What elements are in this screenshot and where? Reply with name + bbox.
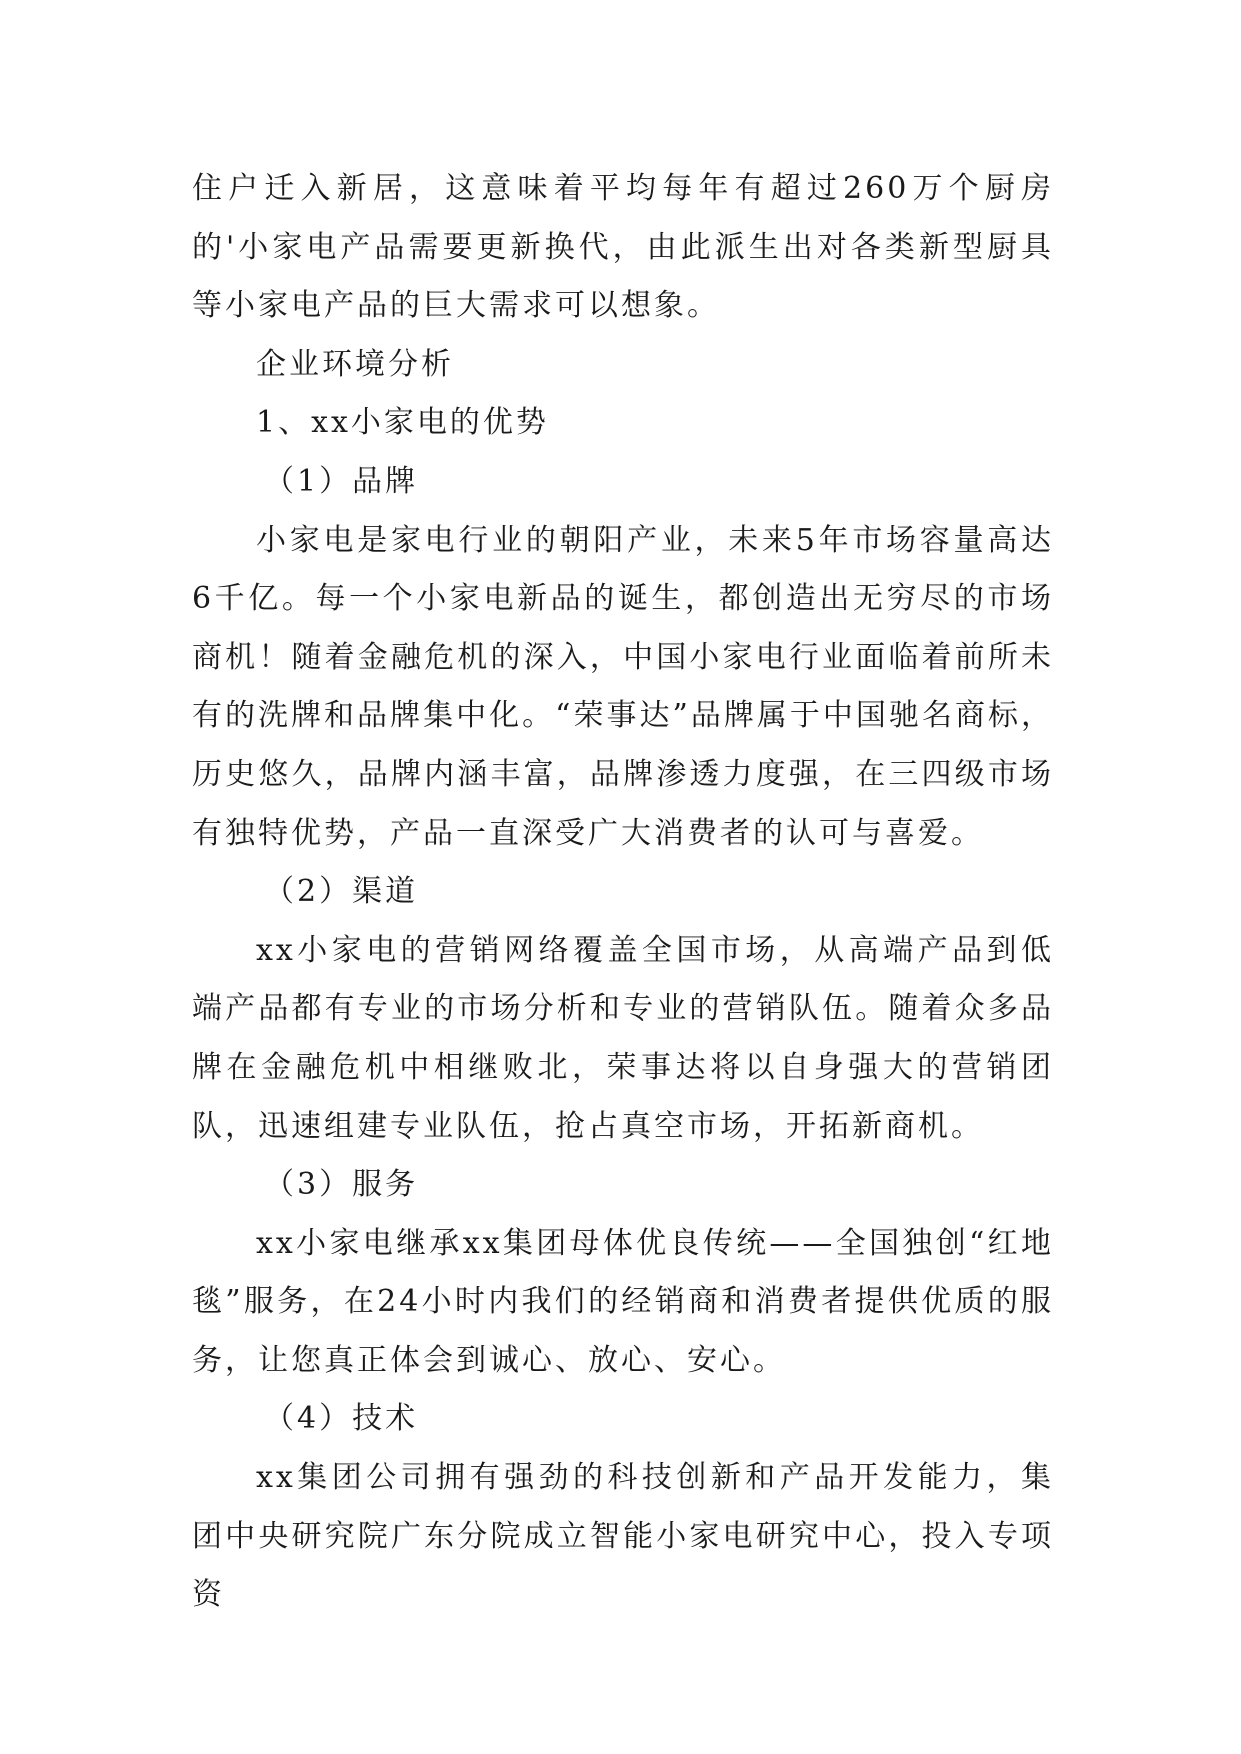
paragraph-brand: 小家电是家电行业的朝阳产业，未来5年市场容量高达6千亿。每一个小家电新品的诞生，都创造出无穷尽的市场商机！随着金融危机的深入，中国小家电行业面临着前所未有的洗牌和品牌集中化。“荣事达”品牌属于中国驰名商标，历史悠久，品牌内涵丰富，品牌渗透力度强，在三四级市场有独特优势，产品一直深受广大消费者的认可与喜爱。 <box>192 522 1054 851</box>
document-body <box>192 160 1054 1625</box>
subheading-channel: （2）渠道 <box>264 874 419 910</box>
paragraph-kitchen-demand: 住户迁入新居，这意味着平均每年有超过260万个厨房的'小家电产品需要更新换代，由此派生出对各类新型厨具等小家电产品的巨大需求可以想象。 <box>192 171 1054 324</box>
subheading-brand: （1）品牌 <box>264 463 419 499</box>
subheading-service: （3）服务 <box>264 1167 419 1203</box>
paragraph-channel: xx小家电的营销网络覆盖全国市场，从高端产品到低端产品都有专业的市场分析和专业的营销队伍。随着众多品牌在金融危机中相继败北，荣事达将以自身强大的营销团队，迅速组建专业队伍，抢占真空市场，开拓新商机。 <box>192 932 1054 1144</box>
paragraph-service: xx小家电继承xx集团母体优良传统——全国独创“红地毯”服务，在24小时内我们的经销商和消费者提供优质的服务，让您真正体会到诚心、放心、安心。 <box>192 1225 1054 1378</box>
subheading-technology: （4）技术 <box>264 1401 419 1437</box>
heading-advantages: 1、xx小家电的优势 <box>256 405 549 441</box>
paragraph-technology: xx集团公司拥有强劲的科技创新和产品开发能力，集团中央研究院广东分院成立智能小家电研究中心，投入专项资 <box>192 1460 1054 1613</box>
heading-environment-analysis: 企业环境分析 <box>256 346 454 382</box>
